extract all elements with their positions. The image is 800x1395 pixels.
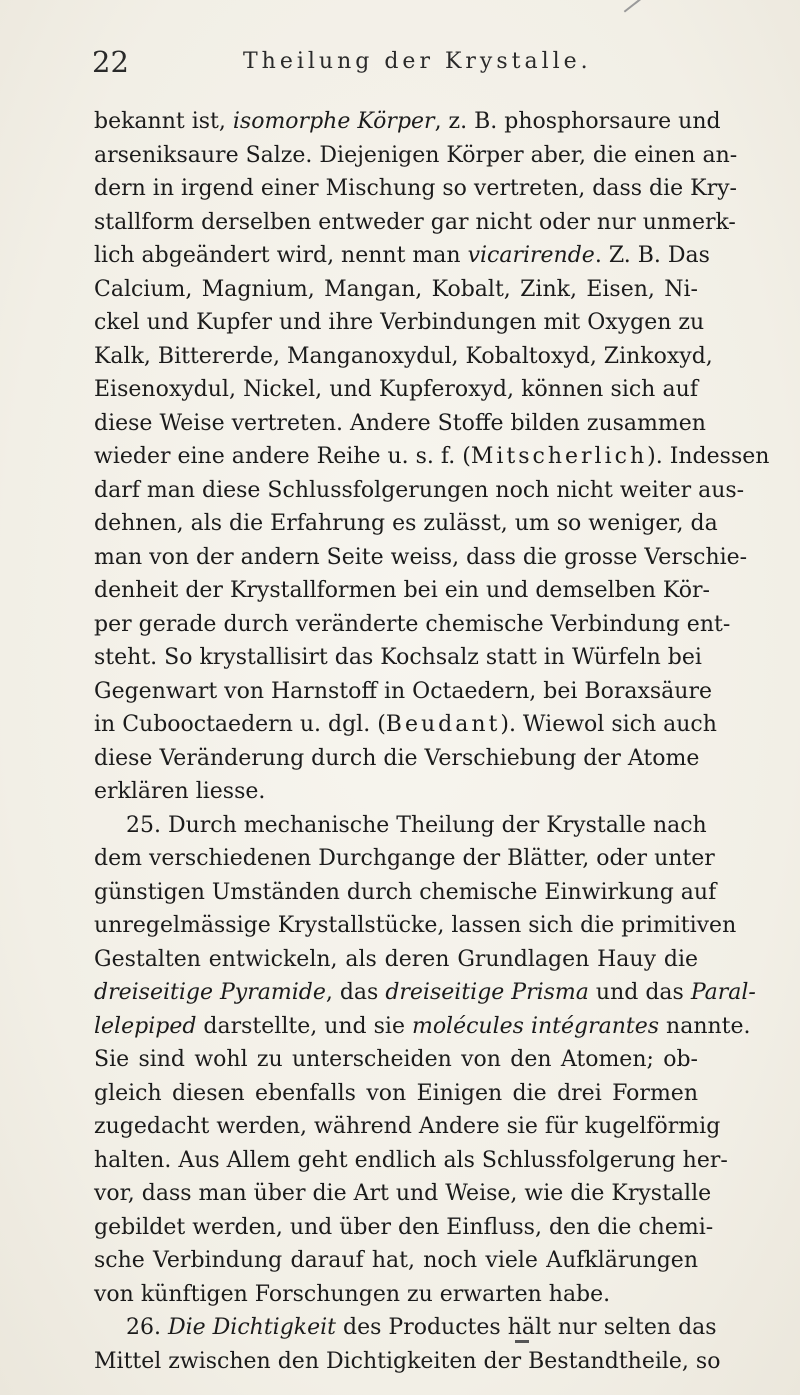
text-run: stallform derselben entweder gar nicht oder nur unmerk- [94,209,736,235]
text-line [94,306,705,340]
text-run: nannte. [659,1013,751,1039]
italic-text: dreiseitige Prisma [385,980,589,1005]
text-line [94,842,715,876]
text-run: diese Veränderung durch die Verschiebung der Atome [94,745,700,771]
text-run: . Z. B. Das [594,243,710,268]
text-run: sche Verbindung darauf hat, noch viele Aufklärungen [94,1248,698,1273]
text-run: dem verschiedenen Durchgange der Blätter, oder unter [94,846,715,871]
text-line [94,641,702,675]
text-run: erklären liesse. [94,779,266,804]
text-line [94,1211,714,1245]
text-run: denheit der Krystallformen bei ein und demselben Kör- [94,578,710,603]
text-run: halten. Aus Allem geht endlich als Schlussfolgerung her- [94,1147,728,1173]
text-line [94,1144,728,1178]
text-run: des Productes hält nur selten das [336,1315,717,1340]
text-run: Eisenoxydul, Nickel, und Kupferoxyd, können sich auf [94,377,698,402]
text-run: per gerade durch veränderte chemische Verbindung ent- [94,611,731,637]
page-number: 22 [92,45,129,79]
text-run: diese Weise vertreten. Andere Stoffe bilden zusammen [94,410,706,436]
text-run: 25. Durch mechanische Theilung der Krystalle nach [126,812,707,838]
text-line [94,574,710,608]
text-line [94,943,698,977]
text-line [94,1244,698,1278]
body-text [94,105,770,1378]
text-run: vor, dass man über die Art und Weise, wie die Krystalle [94,1181,712,1206]
text-run: dern in irgend einer Mischung so vertreten, dass die Kry- [94,176,737,201]
text-run: von künftigen Forschungen zu erwarten habe. [94,1281,611,1307]
text-line [94,675,712,709]
text-run: unregelmässige Krystallstücke, lassen sich die primitiven [94,913,737,938]
text-run: ). Indessen [647,444,770,469]
italic-text: vicarirende [467,243,595,268]
text-run: gleich diesen ebenfalls von Einigen die drei Formen [94,1080,698,1106]
text-run: gebildet werden, und über den Einfluss, den die chemi- [94,1214,714,1240]
text-run: Gestalten entwickeln, als deren Grundlagen Hauy die [94,946,698,972]
text-run: Gegenwart von Harnstoff in Octaedern, bei Boraxsäure [94,678,712,704]
text-run: bekannt ist, [94,109,233,134]
text-run: Mittel zwischen den Dichtigkeiten der Bestandtheile, so [94,1348,721,1374]
italic-text: Paral- [690,980,756,1005]
text-line [94,206,736,240]
text-line [94,474,745,508]
text-run: Sie sind wohl zu unterscheiden von den Atomen; ob- [94,1047,698,1072]
text-run: in Cubooctaedern u. dgl. ( [94,712,386,737]
spaced-name: Mitscherlich [470,444,648,469]
italic-text: dreiseitige Pyramide [94,980,326,1005]
spaced-name: Beudant [385,712,501,737]
italic-text: isomorphe Körper [232,109,435,134]
text-line [94,1110,721,1144]
italic-text: Die Dichtigkeit [167,1315,337,1340]
text-run: Kalk, Bittererde, Manganoxydul, Kobaltoxyd, Zinkoxyd, [94,343,713,369]
text-run: , das [325,980,386,1005]
text-run: dehnen, als die Erfahrung es zulässt, um so weniger, da [94,511,718,536]
text-run: arseniksaure Salze. Diejenigen Körper aber, die einen an- [94,142,738,168]
text-line [94,340,713,374]
text-line [94,1043,698,1077]
text-line [94,775,698,809]
text-line [94,541,748,575]
text-line [94,809,707,843]
text-line [94,440,770,474]
text-run: zugedacht werden, während Andere sie für kugelförmig [94,1114,721,1139]
italic-text: molécules intégrantes [411,1013,660,1039]
text-line [94,139,738,173]
text-line [94,876,717,910]
text-line [94,608,731,642]
text-line [94,1311,717,1345]
text-run: wieder eine andere Reihe u. s. f. ( [94,444,471,469]
text-line [94,909,737,943]
text-run: und das [588,980,691,1005]
text-run: ckel und Kupfer und ihre Verbindungen mit Oxygen zu [94,310,705,335]
text-line [94,1278,698,1312]
text-run: , z. B. phosphorsaure und [434,109,721,134]
text-line [94,239,710,273]
text-run: man von der andern Seite weiss, dass die grosse Verschie- [94,544,748,570]
text-line [94,742,698,776]
text-line [94,1077,698,1111]
text-line [94,1345,721,1379]
text-line [94,976,756,1010]
text-run: steht. So krystallisirt das Kochsalz statt in Würfeln bei [94,645,702,670]
text-run: günstigen Umständen durch chemische Einwirkung auf [94,879,717,905]
text-line [94,507,718,541]
text-run: darstellte, und sie [196,1013,412,1039]
text-line [94,1177,712,1211]
running-head: Theilung der Krystalle. [243,49,592,74]
text-line [94,708,717,742]
text-line [94,407,706,441]
text-run: ). Wiewol sich auch [500,712,717,737]
text-line [94,1010,751,1044]
text-run: darf man diese Schlussfolgerungen noch nicht weiter aus- [94,477,745,503]
text-run: lich abgeändert wird, nennt man [94,243,468,268]
text-run: 26. [126,1315,168,1340]
catchword-dash [515,1340,529,1343]
text-line [94,172,737,206]
text-line [94,373,698,407]
italic-text: lelepiped [94,1013,197,1039]
corner-pencil-mark [624,0,643,13]
text-line [94,105,721,139]
text-line [94,273,698,307]
text-run: Calcium, Magnium, Mangan, Kobalt, Zink, Eisen, Ni- [94,276,698,302]
page-header [0,42,800,82]
